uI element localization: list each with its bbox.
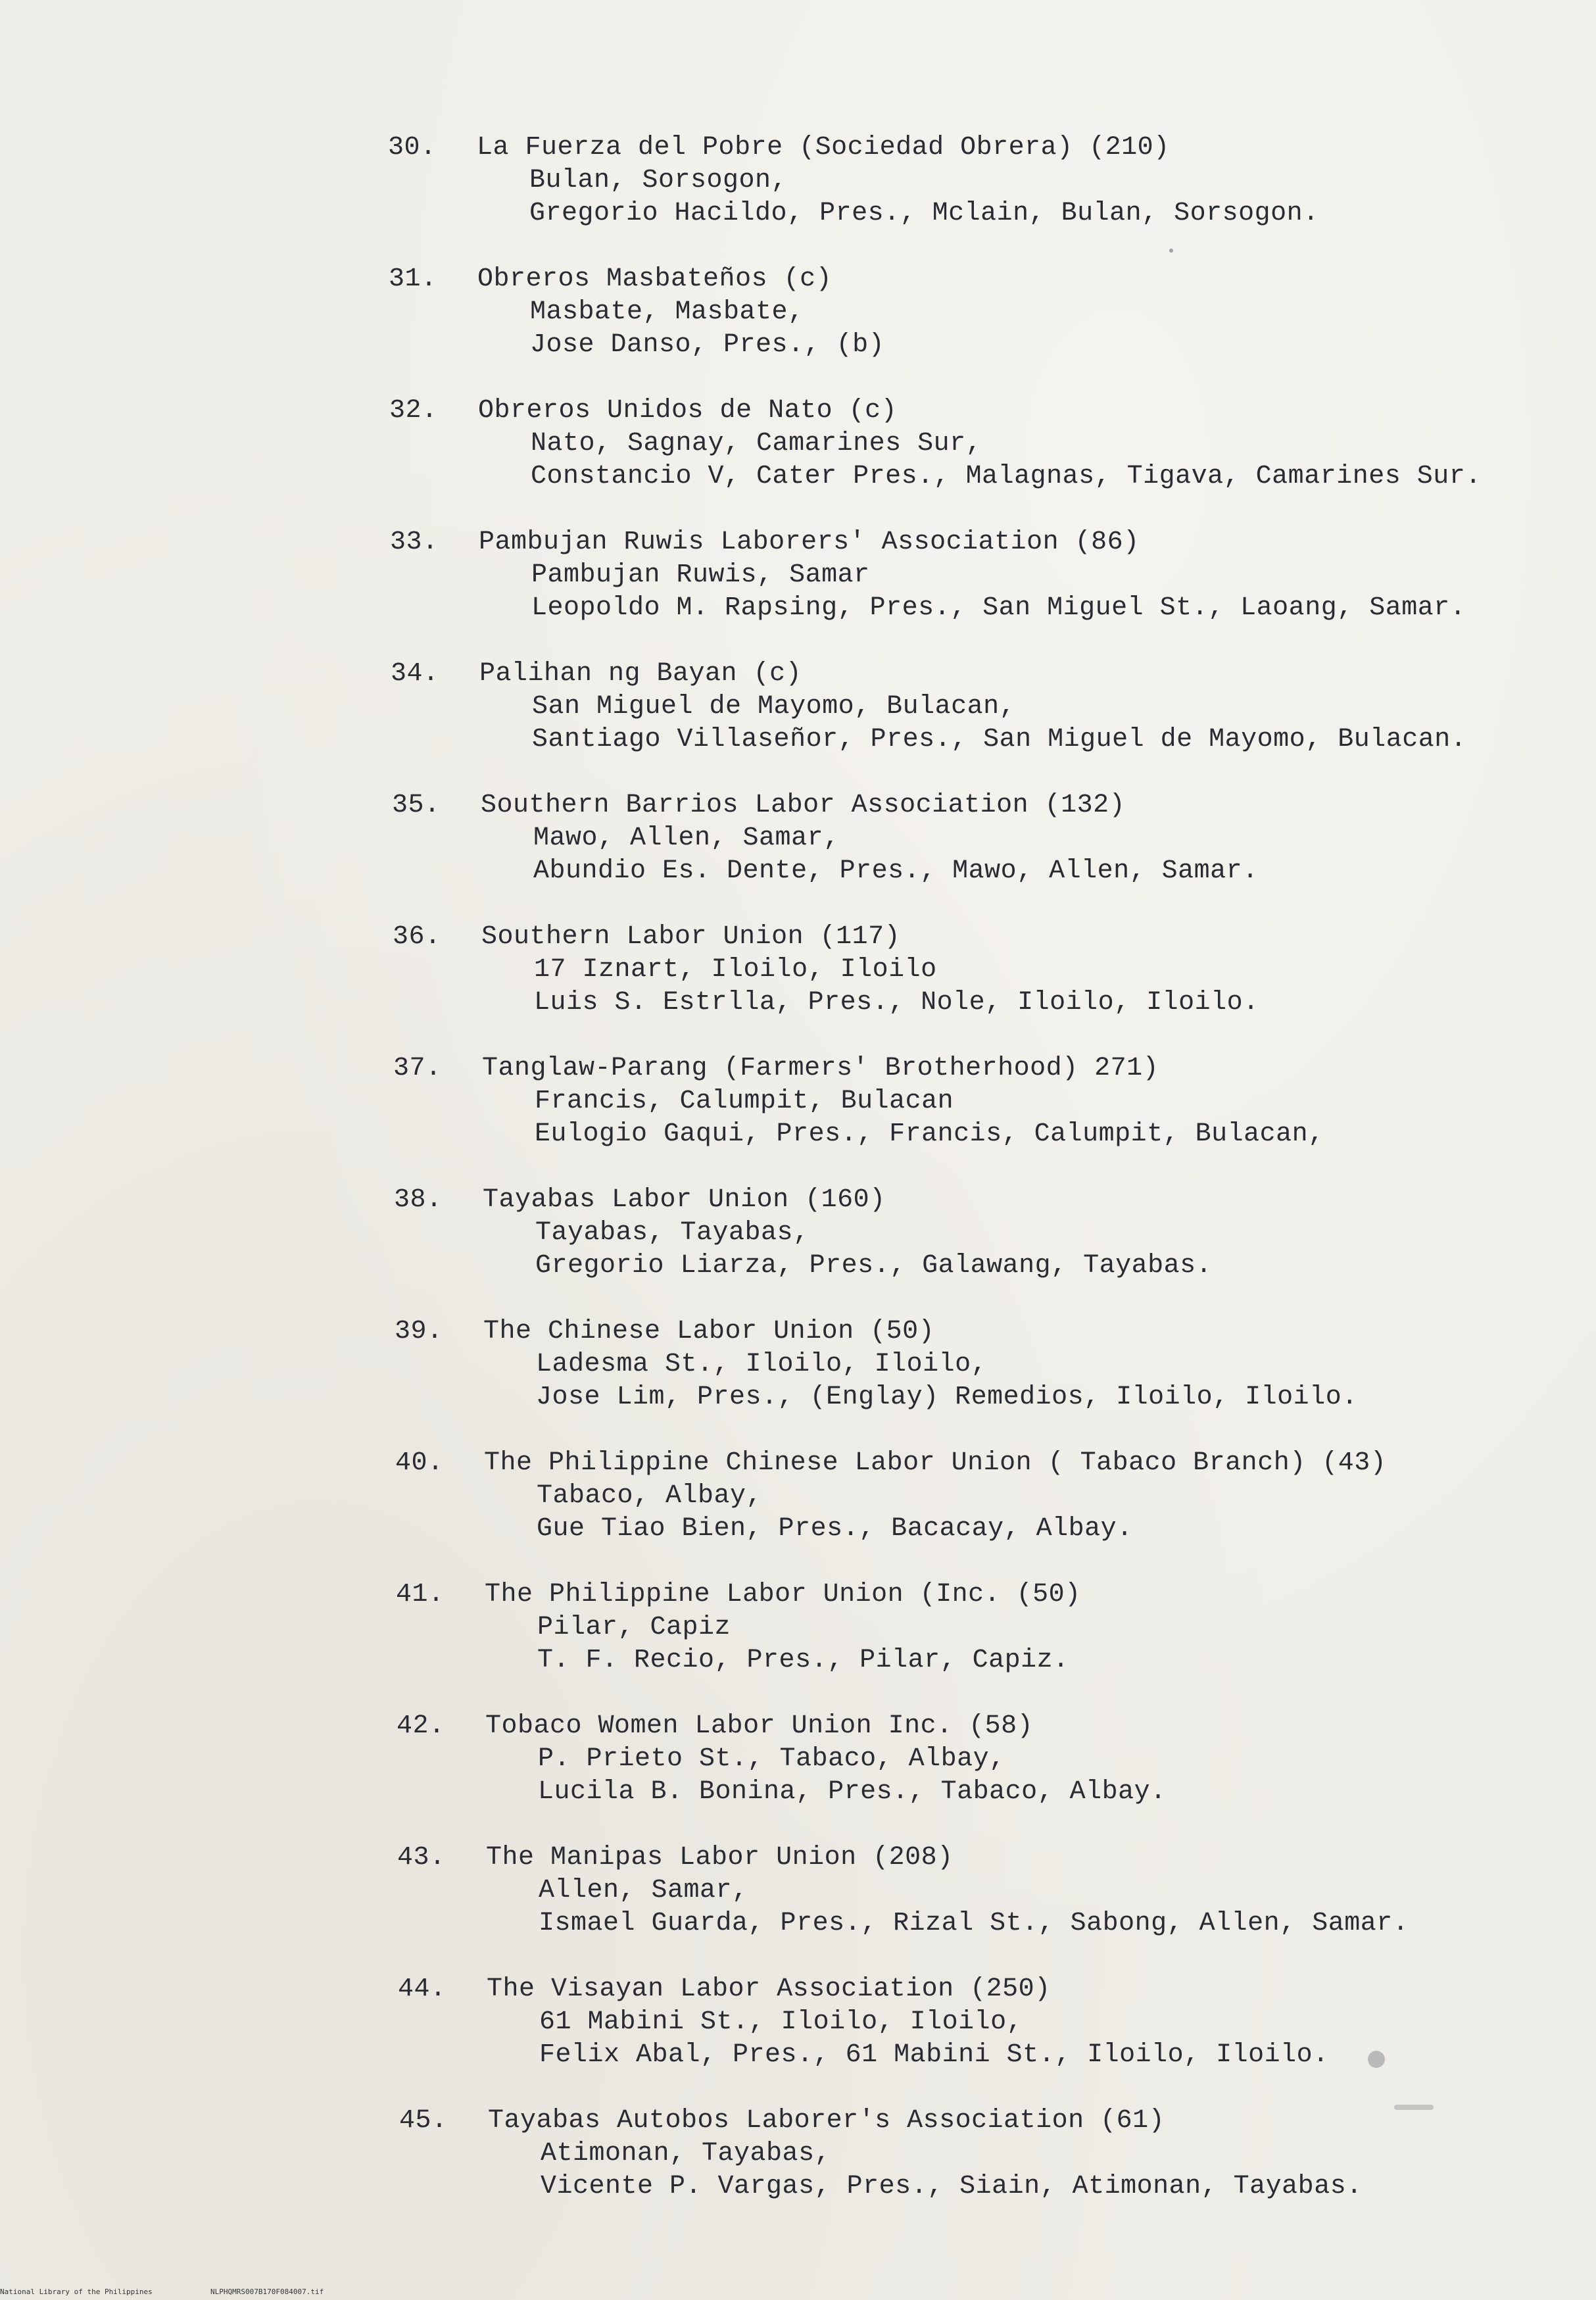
union-address: 17 Iznart, Iloilo, Iloilo	[534, 955, 937, 985]
list-item	[399, 2105, 1572, 2236]
union-president: Jose Danso, Pres., (b)	[530, 330, 885, 360]
union-address: San Miguel de Mayomo, Bulacan,	[532, 692, 1016, 722]
list-item	[397, 1710, 1572, 1842]
union-address: Ladesma St., Iloilo, Iloilo,	[536, 1350, 988, 1379]
list-item	[389, 263, 1572, 395]
entry-number: 35.	[392, 791, 441, 820]
union-president: Eulogio Gaqui, Pres., Francis, Calumpit, Bulacan,	[535, 1119, 1324, 1149]
union-address: Tayabas, Tayabas,	[535, 1218, 810, 1248]
union-name: Tayabas Labor Union (160)	[483, 1185, 886, 1215]
union-president: Jose Lim, Pres., (Englay) Remedios, Iloilo, Iloilo.	[536, 1382, 1358, 1412]
union-address: Masbate, Masbate,	[530, 297, 804, 327]
union-address: Pambujan Ruwis, Samar	[531, 560, 870, 590]
union-president: Ismael Guarda, Pres., Rizal St., Sabong, Allen, Samar.	[539, 1909, 1409, 1938]
entry-number: 31.	[389, 264, 437, 294]
list-item	[395, 1447, 1572, 1578]
list-item	[392, 789, 1572, 921]
entry-number: 36.	[393, 922, 441, 952]
list-item	[389, 395, 1572, 526]
list-item	[397, 1842, 1572, 1973]
union-president: Abundio Es. Dente, Pres., Mawo, Allen, Samar.	[533, 856, 1259, 886]
union-name: Palihan ng Bayan (c)	[479, 659, 802, 689]
union-address: Tabaco, Albay,	[537, 1481, 763, 1511]
list-item	[395, 1315, 1572, 1447]
union-name: The Philippine Labor Union (Inc. (50)	[485, 1580, 1081, 1609]
union-name: The Chinese Labor Union (50)	[483, 1317, 935, 1346]
union-president: Constancio V, Cater Pres., Malagnas, Tigava, Camarines Sur.	[531, 462, 1482, 491]
union-president: T. F. Recio, Pres., Pilar, Capiz.	[537, 1646, 1069, 1675]
entry-number: 45.	[399, 2106, 448, 2136]
entry-number: 43.	[397, 1843, 446, 1872]
union-president: Leopoldo M. Rapsing, Pres., San Miguel St., Laoang, Samar.	[531, 593, 1466, 623]
union-name: Southern Labor Union (117)	[481, 922, 901, 952]
list-item	[393, 1052, 1572, 1184]
entry-number: 30.	[388, 133, 437, 162]
union-name: Obreros Unidos de Nato (c)	[478, 396, 898, 426]
footer-filename: NLPHQMRS007B170F084007.tif	[210, 2288, 324, 2296]
union-address: Mawo, Allen, Samar,	[533, 823, 840, 853]
list-item	[391, 658, 1572, 789]
union-president: Gregorio Hacildo, Pres., Mclain, Bulan, Sorsogon.	[529, 199, 1319, 228]
union-name: Southern Barrios Labor Association (132)	[481, 791, 1126, 820]
footer-source: National Library of the Philippines	[0, 2288, 153, 2296]
union-president: Lucila B. Bonina, Pres., Tabaco, Albay.	[538, 1777, 1167, 1807]
union-name: The Manipas Labor Union (208)	[486, 1843, 954, 1872]
union-address: 61 Mabini St., Iloilo, Iloilo,	[539, 2007, 1023, 2037]
ink-speck	[1169, 249, 1173, 253]
entry-number: 42.	[397, 1711, 445, 1741]
labor-union-list	[388, 132, 1572, 2236]
list-item	[396, 1578, 1572, 1710]
union-address: Bulan, Sorsogon,	[529, 166, 788, 195]
entry-number: 38.	[394, 1185, 443, 1215]
entry-number: 34.	[391, 659, 439, 689]
union-address: Allen, Samar,	[539, 1876, 748, 1905]
entry-number: 37.	[393, 1054, 442, 1083]
union-president: Vicente P. Vargas, Pres., Siain, Atimonan, Tayabas.	[541, 2172, 1363, 2201]
union-name: Pambujan Ruwis Laborers' Association (86)	[479, 527, 1140, 557]
union-name: Tanglaw-Parang (Farmers' Brotherhood) 271)	[482, 1054, 1159, 1083]
ink-speck	[1394, 2105, 1434, 2110]
union-president: Gregorio Liarza, Pres., Galawang, Tayabas.	[535, 1251, 1213, 1281]
union-name: The Philippine Chinese Labor Union ( Tabaco Branch) (43)	[484, 1448, 1387, 1478]
ink-speck	[1368, 2051, 1385, 2068]
union-address: Atimonan, Tayabas,	[541, 2139, 831, 2168]
list-item	[390, 526, 1572, 658]
union-name: Obreros Masbateños (c)	[477, 264, 833, 294]
list-item	[398, 1973, 1572, 2105]
entry-number: 41.	[396, 1580, 445, 1609]
entry-number: 39.	[395, 1317, 443, 1346]
union-name: Tobaco Women Labor Union Inc. (58)	[485, 1711, 1034, 1741]
union-name: Tayabas Autobos Laborer's Association (61)	[488, 2106, 1165, 2136]
union-president: Luis S. Estrlla, Pres., Nole, Iloilo, Iloilo.	[534, 988, 1259, 1017]
entry-number: 44.	[398, 1974, 447, 2004]
union-address: Francis, Calumpit, Bulacan	[535, 1087, 954, 1116]
union-name: La Fuerza del Pobre (Sociedad Obrera) (210)	[477, 133, 1170, 162]
union-address: Nato, Sagnay, Camarines Sur,	[531, 429, 982, 458]
entry-number: 32.	[389, 396, 438, 426]
union-address: P. Prieto St., Tabaco, Albay,	[538, 1744, 1005, 1774]
union-address: Pilar, Capiz	[537, 1613, 731, 1642]
list-item	[394, 1184, 1572, 1315]
union-name: The Visayan Labor Association (250)	[487, 1974, 1051, 2004]
list-item	[388, 132, 1572, 263]
union-president: Santiago Villaseñor, Pres., San Miguel de Mayomo, Bulacan.	[532, 725, 1467, 754]
entry-number: 40.	[395, 1448, 444, 1478]
entry-number: 33.	[390, 527, 439, 557]
union-president: Felix Abal, Pres., 61 Mabini St., Iloilo, Iloilo.	[539, 2040, 1329, 2070]
union-president: Gue Tiao Bien, Pres., Bacacay, Albay.	[537, 1514, 1133, 1544]
list-item	[393, 921, 1572, 1052]
